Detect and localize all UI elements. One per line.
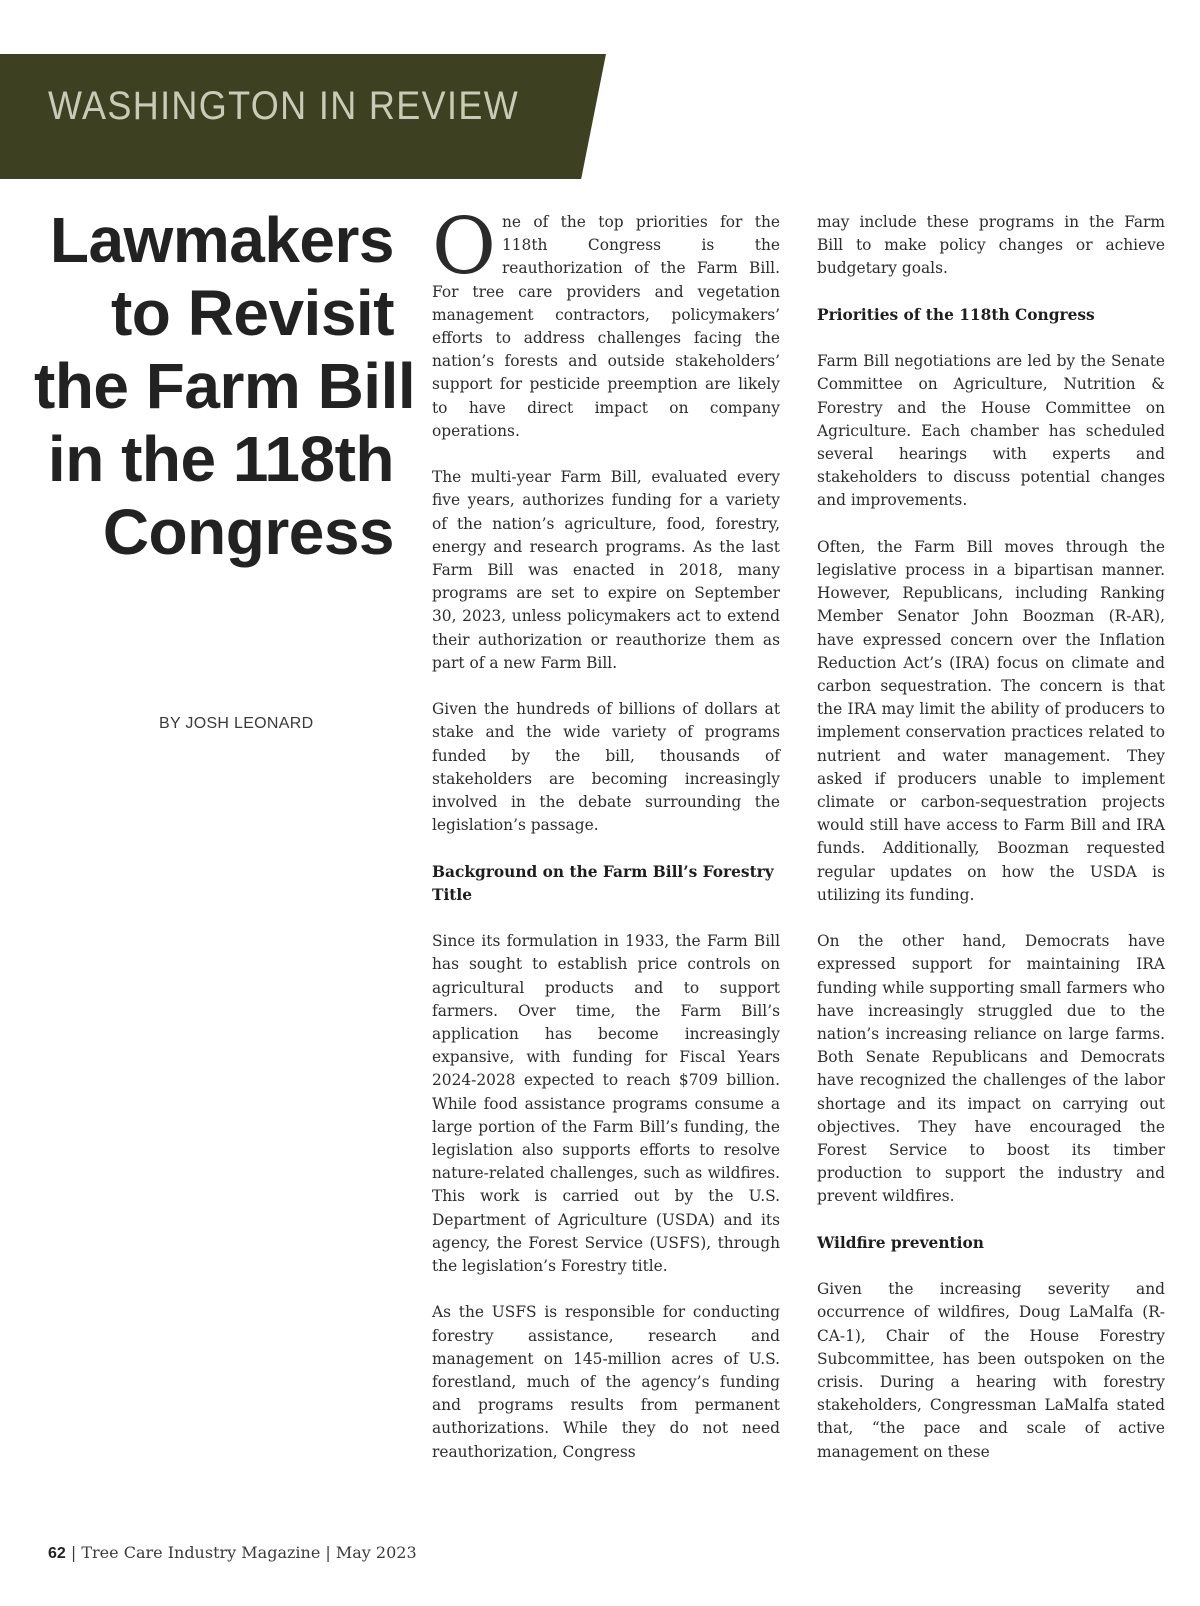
paragraph xyxy=(432,202,780,443)
byline: BY JOSH LEONARD xyxy=(159,715,314,732)
section-heading: Wildfire prevention xyxy=(817,1233,984,1252)
paragraph-text: ne of the top priorities for the 118th Congress is the reauthorization of the Farm Bill. For tree care providers and vegetation management contractors, policymakers’ efforts to address challenges facing the nation’s forests and outside stakeholders’ support for pesticide preemption are likely to have direct impact on company operations. xyxy=(432,213,780,440)
section-heading: Priorities of the 118th Congress xyxy=(817,305,1095,324)
title-line: Lawmakers xyxy=(49,204,394,276)
paragraph: may include these programs in the Farm Bill to make policy changes or achieve budgetary goals. xyxy=(817,213,1165,278)
article-column-middle xyxy=(432,202,780,1487)
page-number: 62 xyxy=(48,1545,66,1562)
title-line: to Revisit xyxy=(110,277,394,349)
paragraph: Often, the Farm Bill moves through the legislative process in a bipartisan manner. However, Republicans, including Ranking Member Senator John Boozman (R-AR), have expressed concern over the Inflation Reduction Act’s (IRA) focus on climate and carbon sequestration. The concern is that the IRA may limit the ability of producers to implement conservation practices related to nutrient and water management. They asked if producers unable to implement climate or carbon-sequestration projects would still have access to Farm Bill and IRA funds. Additionally, Boozman requested regular updates on how the USDA is utilizing its funding. xyxy=(817,537,1165,904)
footer-publication: | Tree Care Industry Magazine | May 2023 xyxy=(65,1543,417,1562)
article-column-right xyxy=(817,211,1165,1487)
paragraph: Farm Bill negotiations are led by the Senate Committee on Agriculture, Nutrition & Forestry and the House Committee on Agriculture. Each chamber has scheduled several hearings with experts and stakeholders to discuss potential changes and improvements. xyxy=(817,352,1165,510)
title-line: Congress xyxy=(102,496,394,568)
paragraph: Given the hundreds of billions of dollars at stake and the wide variety of programs funded by the bill, thousands of stakeholders are becoming increasingly involved in the debate surrounding the legislation’s passage. xyxy=(432,700,780,835)
section-banner-label: WASHINGTON IN REVIEW xyxy=(48,84,520,128)
paragraph: As the USFS is responsible for conducting forestry assistance, research and management on 145-million acres of U.S. forestland, much of the agency’s funding and programs results from permanent authorizations. While they do not need reauthorization, Congress xyxy=(432,1303,780,1461)
page-footer xyxy=(48,1543,417,1563)
section-heading: Background on the Farm Bill’s Forestry Title xyxy=(432,862,774,904)
drop-cap: O xyxy=(432,202,496,292)
paragraph: Given the increasing severity and occurrence of wildfires, Doug LaMalfa (R-CA-1), Chair of the House Forestry Subcommittee, has been outspoken on the crisis. During a hearing with forestry stakeholders, Congressman LaMalfa stated that, “the pace and scale of active management on these xyxy=(817,1280,1165,1461)
article-title xyxy=(34,204,416,569)
title-line: in the 118th xyxy=(47,423,394,495)
paragraph: Since its formulation in 1933, the Farm Bill has sought to establish price controls on agricultural products and to support farmers. Over time, the Farm Bill’s application has become increasingly expansive, with funding for Fiscal Years 2024-2028 expected to reach $709 billion. While food assistance programs consume a large portion of the Farm Bill’s funding, the legislation also supports efforts to resolve nature-related challenges, such as wildfires. This work is carried out by the U.S. Department of Agriculture (USDA) and its agency, the Forest Service (USFS), through the legislation’s Forestry title. xyxy=(432,932,780,1276)
title-line: the Farm Bill xyxy=(34,350,416,422)
paragraph: On the other hand, Democrats have expressed support for maintaining IRA funding while supporting small farmers who have increasingly struggled due to the nation’s increasing reliance on large farms. Both Senate Republicans and Democrats have recognized the challenges of the labor shortage and its impact on carrying out objectives. They have encouraged the Forest Service to boost its timber production to support the industry and prevent wildfires. xyxy=(817,932,1165,1206)
paragraph: The multi-year Farm Bill, evaluated every five years, authorizes funding for a variety of the nation’s agriculture, food, forestry, energy and research programs. As the last Farm Bill was enacted in 2018, many programs are set to expire on September 30, 2023, unless policymakers act to extend their authorization or reauthorize them as part of a new Farm Bill. xyxy=(432,468,780,672)
